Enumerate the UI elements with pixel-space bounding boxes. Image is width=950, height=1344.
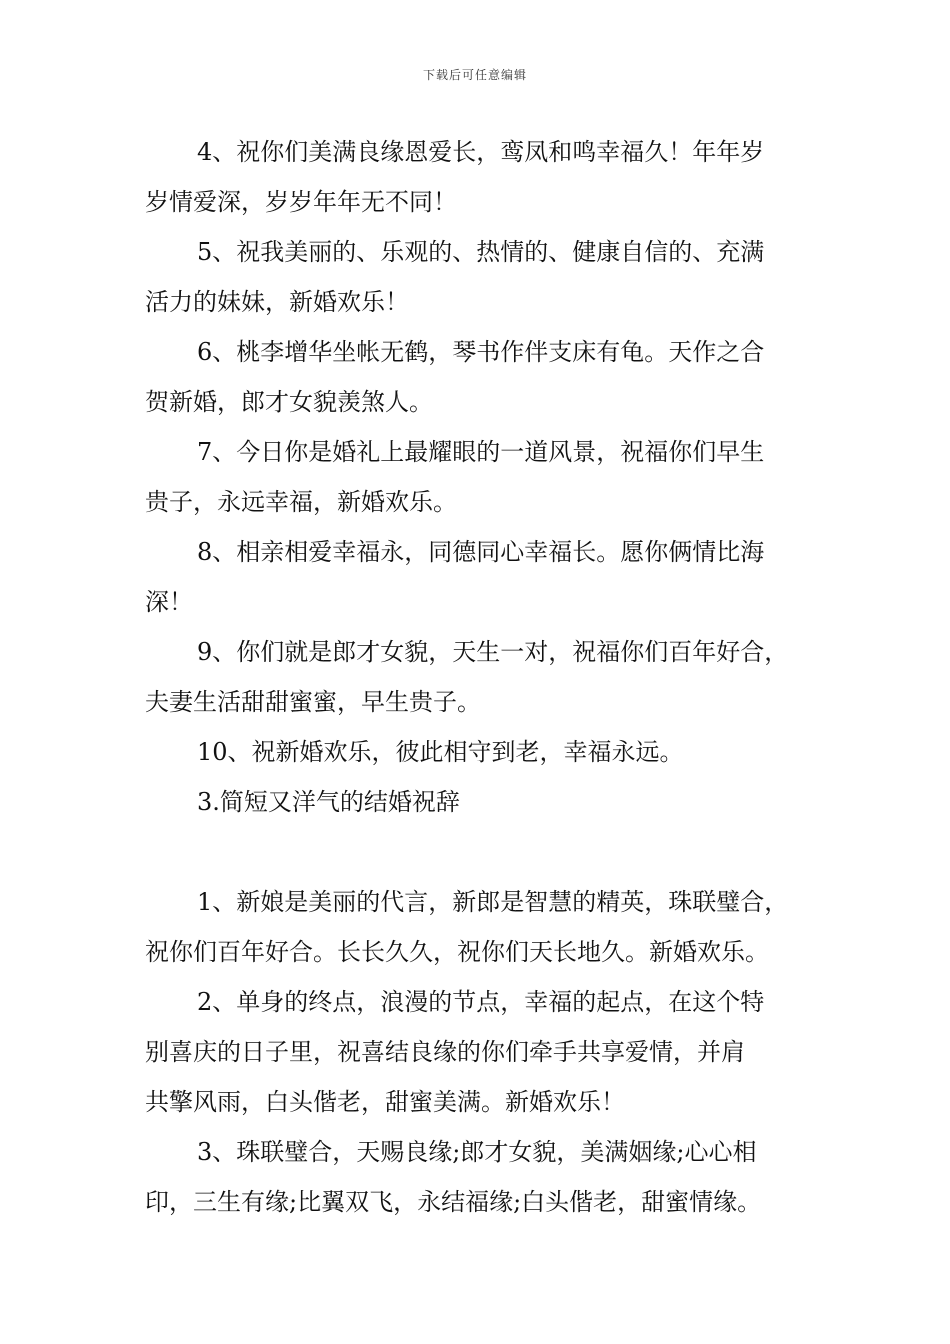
paragraph-line: 4、祝你们美满良缘恩爱长，鸾凤和鸣幸福久！年年岁: [197, 138, 765, 166]
blank-line: [145, 827, 835, 877]
paragraph-line: 深！: [145, 588, 193, 616]
paragraph-line: 夫妻生活甜甜蜜蜜，早生贵子。: [145, 688, 481, 716]
paragraph-line: 贵子，永远幸福，新婚欢乐。: [145, 488, 457, 516]
paragraph-line: 岁情爱深，岁岁年年无不同！: [145, 188, 457, 216]
page-header: 下载后可任意编辑: [422, 68, 527, 82]
paragraph-line: 贺新婚，郎才女貌羡煞人。: [145, 388, 433, 416]
paragraph-line: 2、单身的终点，浪漫的节点，幸福的起点，在这个特: [197, 988, 765, 1016]
paragraph-line: 9、你们就是郎才女貌，天生一对，祝福你们百年好合，: [197, 638, 789, 666]
paragraph-line: 10、祝新婚欢乐，彼此相守到老，幸福永远。: [197, 738, 684, 766]
paragraph-line: 3、珠联璧合，天赐良缘;郎才女貌，美满姻缘;心心相: [197, 1138, 757, 1166]
paragraph-line: 共擎风雨，白头偕老，甜蜜美满。新婚欢乐！: [145, 1088, 625, 1116]
paragraph-line: 6、桃李增华坐帐无鹤，琴书作伴支床有龟。天作之合: [197, 338, 765, 366]
paragraph-line: 8、相亲相爱幸福永，同德同心幸福长。愿你俩情比海: [197, 538, 765, 566]
paragraph-line: 印，三生有缘;比翼双飞，永结福缘;白头偕老，甜蜜情缘。: [145, 1188, 762, 1216]
paragraph-line: 别喜庆的日子里，祝喜结良缘的你们牵手共享爱情，并肩: [145, 1038, 745, 1066]
document-body: [145, 127, 835, 1227]
section-heading: 3.简短又洋气的结婚祝辞: [197, 788, 460, 816]
paragraph-line: 5、祝我美丽的、乐观的、热情的、健康自信的、充满: [197, 238, 765, 266]
paragraph-line: 1、新娘是美丽的代言，新郎是智慧的精英，珠联璧合，: [197, 888, 789, 916]
paragraph-line: 祝你们百年好合。长长久久，祝你们天长地久。新婚欢乐。: [145, 938, 769, 966]
paragraph-line: 活力的妹妹，新婚欢乐！: [145, 288, 409, 316]
paragraph-line: 7、今日你是婚礼上最耀眼的一道风景，祝福你们早生: [197, 438, 765, 466]
